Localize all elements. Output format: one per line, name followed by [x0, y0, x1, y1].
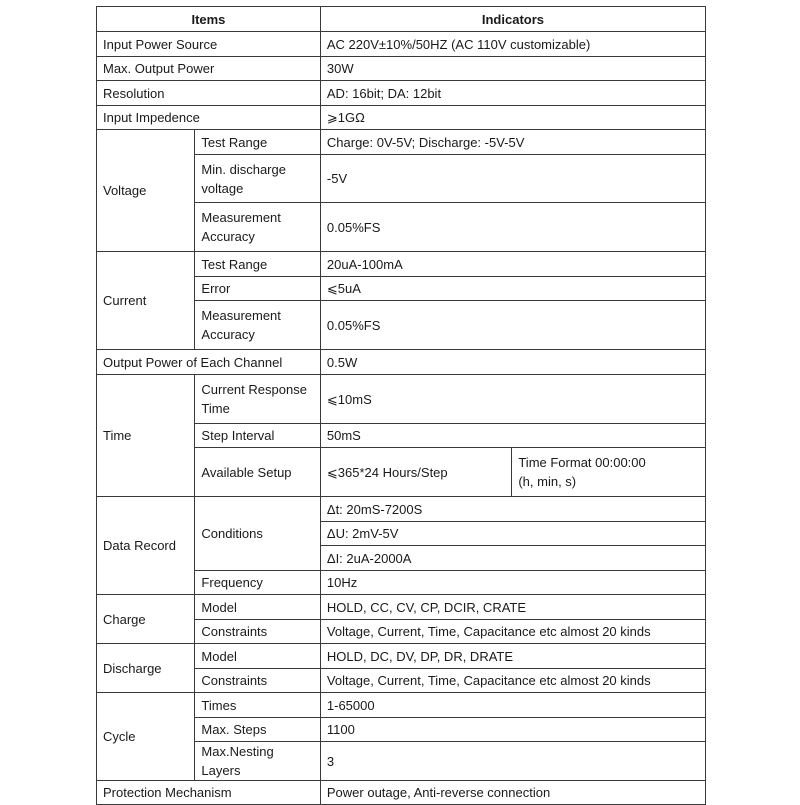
value-current-error: ⩽5uA — [320, 277, 705, 301]
label-min-discharge-voltage — [195, 155, 320, 203]
value-discharge-constraints: Voltage, Current, Time, Capacitance etc almost 20 kinds — [320, 669, 705, 693]
table-row — [97, 350, 706, 375]
label-output-power-channel: Output Power of Each Channel — [97, 350, 321, 375]
value-charge-model: HOLD, CC, CV, CP, DCIR, CRATE — [320, 595, 705, 620]
value-step-interval: 50mS — [320, 424, 705, 448]
table-row — [97, 375, 706, 424]
header-items: Items — [97, 7, 321, 32]
label-max-output-power: Max. Output Power — [97, 57, 321, 81]
value-current-response-time: ⩽10mS — [320, 375, 705, 424]
label-step-interval: Step Interval — [195, 424, 320, 448]
group-data-record: Data Record — [97, 497, 195, 595]
group-time: Time — [97, 375, 195, 497]
label-current-test-range: Test Range — [195, 252, 320, 277]
label-max-nesting-layers: Max.Nesting Layers — [195, 742, 320, 781]
value-min-discharge-voltage: -5V — [320, 155, 705, 203]
label-voltage-accuracy — [195, 203, 320, 252]
time-format-line: Time Format 00:00:00 — [518, 455, 646, 470]
value-condition-du: ΔU: 2mV-5V — [320, 522, 705, 546]
table-row — [97, 497, 706, 522]
label-available-setup: Available Setup — [195, 448, 320, 497]
label-line: Time — [201, 401, 230, 416]
group-voltage: Voltage — [97, 130, 195, 252]
label-charge-constraints: Constraints — [195, 620, 320, 644]
value-discharge-model: HOLD, DC, DV, DP, DR, DRATE — [320, 644, 705, 669]
label-current-response-time — [195, 375, 320, 424]
label-input-power-source: Input Power Source — [97, 32, 321, 57]
label-discharge-constraints: Constraints — [195, 669, 320, 693]
table-header-row — [97, 7, 706, 32]
value-protection-mechanism: Power outage, Anti-reverse connection — [320, 781, 705, 805]
value-current-accuracy: 0.05%FS — [320, 301, 705, 350]
value-max-steps: 1100 — [320, 718, 705, 742]
label-charge-model: Model — [195, 595, 320, 620]
table-row — [97, 252, 706, 277]
group-charge: Charge — [97, 595, 195, 644]
value-condition-dt: Δt: 20mS-7200S — [320, 497, 705, 522]
label-discharge-model: Model — [195, 644, 320, 669]
label-frequency: Frequency — [195, 571, 320, 595]
group-current: Current — [97, 252, 195, 350]
value-voltage-accuracy: 0.05%FS — [320, 203, 705, 252]
value-available-setup: ⩽365*24 Hours/Step — [320, 448, 511, 497]
label-line: Accuracy — [201, 327, 255, 342]
table-row — [97, 32, 706, 57]
table-row — [97, 781, 706, 805]
value-max-output-power: 30W — [320, 57, 705, 81]
table-row — [97, 595, 706, 620]
value-output-power-channel: 0.5W — [320, 350, 705, 375]
label-max-steps: Max. Steps — [195, 718, 320, 742]
value-current-test-range: 20uA-100mA — [320, 252, 705, 277]
label-current-error: Error — [195, 277, 320, 301]
value-frequency: 10Hz — [320, 571, 705, 595]
label-cycle-times: Times — [195, 693, 320, 718]
label-protection-mechanism: Protection Mechanism — [97, 781, 321, 805]
header-indicators: Indicators — [320, 7, 705, 32]
specification-table — [96, 6, 706, 805]
value-cycle-times: 1-65000 — [320, 693, 705, 718]
label-line: voltage — [201, 180, 244, 196]
value-input-impedence: ⩾1GΩ — [320, 106, 705, 130]
label-line: Current Response — [201, 382, 307, 397]
label-current-accuracy — [195, 301, 320, 350]
label-voltage-test-range: Test Range — [195, 130, 320, 155]
label-input-impedence: Input Impedence — [97, 106, 321, 130]
group-discharge: Discharge — [97, 644, 195, 693]
label-line: Accuracy — [201, 229, 255, 244]
value-time-format — [512, 448, 706, 497]
table-row — [97, 130, 706, 155]
value-charge-constraints: Voltage, Current, Time, Capacitance etc almost 20 kinds — [320, 620, 705, 644]
label-line: Measurement — [201, 308, 281, 323]
table-row — [97, 106, 706, 130]
value-resolution: AD: 16bit; DA: 12bit — [320, 81, 705, 106]
value-input-power-source: AC 220V±10%/50HZ (AC 110V customizable) — [320, 32, 705, 57]
label-resolution: Resolution — [97, 81, 321, 106]
table-row — [97, 81, 706, 106]
value-voltage-test-range: Charge: 0V-5V; Discharge: -5V-5V — [320, 130, 705, 155]
label-conditions: Conditions — [195, 497, 320, 571]
table-row — [97, 57, 706, 81]
time-format-line: (h, min, s) — [518, 474, 577, 489]
label-line: Min. discharge — [201, 161, 286, 177]
value-max-nesting-layers: 3 — [320, 742, 705, 781]
label-line: Measurement — [201, 210, 281, 225]
group-cycle: Cycle — [97, 693, 195, 781]
table-row — [97, 693, 706, 718]
table-row — [97, 644, 706, 669]
value-condition-di: ΔI: 2uA-2000A — [320, 546, 705, 571]
